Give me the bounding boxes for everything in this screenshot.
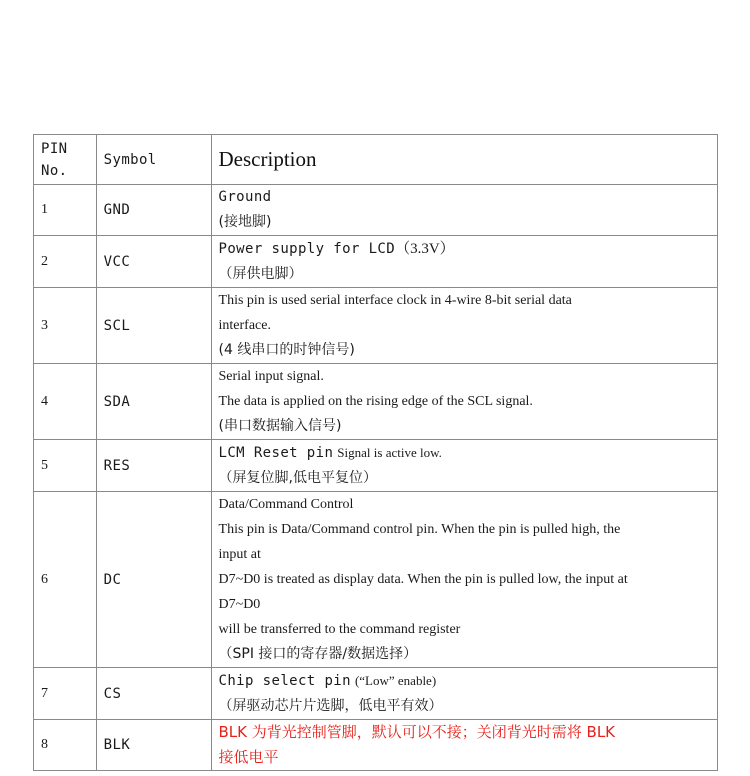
description-line: D7~D0 — [218, 597, 261, 612]
description-line: Serial input signal. — [218, 369, 324, 384]
header-pin-no-line2: No. — [41, 162, 68, 179]
pin-number: 7 — [34, 668, 97, 720]
description-line-cn: 接低电平 — [218, 748, 279, 766]
description-line-cn: (4 线串口的时钟信号) — [218, 342, 355, 358]
description-line-cn: BLK 为背光控制管脚，默认可以不接；关闭背光时需将 BLK — [218, 723, 616, 741]
description-value: （3.3V） — [395, 241, 455, 257]
description-note: (“Low” enable) — [354, 673, 437, 688]
pin-symbol: GND — [96, 185, 211, 236]
description-main: LCM Reset pin — [218, 445, 334, 461]
pin-description — [211, 288, 717, 364]
table-row — [34, 668, 718, 720]
description-line: interface. — [218, 318, 271, 333]
pin-description — [211, 492, 717, 668]
description-line: D7~D0 is treated as display data. When the pin is pulled low, the input at — [218, 572, 628, 587]
description-line: input at — [218, 547, 261, 562]
pin-symbol: DC — [96, 492, 211, 668]
pin-number: 1 — [34, 185, 97, 236]
description-line: Data/Command Control — [218, 497, 354, 512]
description-line-cn: （屏供电脚） — [218, 266, 303, 282]
pin-symbol: VCC — [96, 236, 211, 288]
description-line: This pin is used serial interface clock in 4-wire 8-bit serial data — [218, 293, 572, 308]
table-header-row — [34, 135, 718, 185]
description-main: Power supply for LCD — [218, 241, 396, 257]
pin-description — [211, 236, 717, 288]
header-pin-no — [34, 135, 97, 185]
description-line — [219, 236, 710, 262]
pin-description — [211, 440, 717, 492]
header-symbol: Symbol — [96, 135, 211, 185]
pin-symbol: SCL — [96, 288, 211, 364]
description-line-cn: （屏驱动芯片片选脚，低电平有效） — [218, 698, 443, 714]
pin-description — [211, 364, 717, 440]
table-row — [34, 440, 718, 492]
description-line: will be transferred to the command register — [218, 622, 461, 637]
pin-description — [211, 668, 717, 720]
pin-description-table — [33, 134, 718, 771]
description-line-cn: （屏复位脚,低电平复位） — [218, 470, 377, 486]
table-row — [34, 492, 718, 668]
pin-number: 6 — [34, 492, 97, 668]
header-pin-no-line1: PIN — [41, 140, 68, 157]
pin-description — [211, 185, 717, 236]
description-line: This pin is Data/Command control pin. When the pin is pulled high, the — [218, 522, 621, 537]
pin-number: 8 — [34, 720, 97, 771]
table-row — [34, 364, 718, 440]
table-row — [34, 185, 718, 236]
description-line-cn: (接地脚) — [218, 214, 272, 230]
pin-number: 5 — [34, 440, 97, 492]
description-line: Ground — [218, 189, 272, 205]
description-note: Signal is active low. — [337, 445, 442, 460]
description-line — [219, 668, 710, 694]
pin-symbol: SDA — [96, 364, 211, 440]
pin-description-highlight — [211, 720, 717, 771]
table-row — [34, 288, 718, 364]
description-line-cn: (串口数据输入信号) — [218, 418, 342, 434]
description-line: The data is applied on the rising edge of the SCL signal. — [218, 394, 533, 409]
pin-symbol: CS — [96, 668, 211, 720]
pin-symbol: BLK — [96, 720, 211, 771]
table-row — [34, 236, 718, 288]
pin-number: 4 — [34, 364, 97, 440]
description-line — [219, 440, 710, 466]
description-main: Chip select pin — [218, 673, 351, 689]
header-description: Description — [211, 135, 717, 185]
pin-symbol: RES — [96, 440, 211, 492]
description-line-cn: （SPI 接口的寄存器/数据选择） — [218, 646, 418, 662]
pin-number: 2 — [34, 236, 97, 288]
table-row — [34, 720, 718, 771]
pin-number: 3 — [34, 288, 97, 364]
